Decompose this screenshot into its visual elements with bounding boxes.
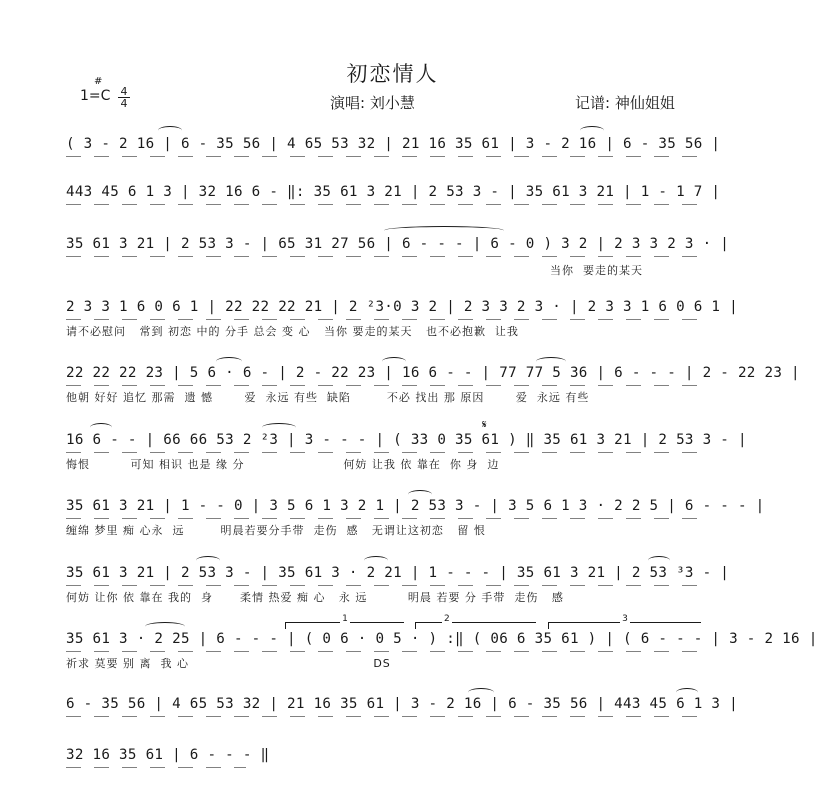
score-line-6: 16 6 - - | 66 66 53 2 ²3 | 3 - - - | ( 33 0 35 61 ) ‖ 35 61 3 21 | 2 53 3 - | (66, 432, 747, 448)
score-line-9: 35 61 3 · 2 25 | 6 - - - | ( 0 6 · 0 5 · ) :‖ ( 06 6 35 61 ) | ( 6 - - - | 3 - 2 16 | (66, 631, 818, 647)
score-line-5: 22 22 22 23 | 5 6 · 6 - | 2 - 22 23 | 16 6 - - | 77 77 5 36 | 6 - - - | 2 - 22 23 | (66, 365, 800, 381)
transcriber-credit: 记谱: 神仙姐姐 (575, 94, 675, 112)
score-line-1: ( 3 - 2 16 | 6 - 35 56 | 4 65 53 32 | 21 16 35 61 | 3 - 2 16 | 6 - 35 56 | (66, 136, 721, 152)
meter-bottom: 4 (120, 97, 128, 110)
lyric-line-6: 悔恨 可知 相识 也是 缘 分 何妨 让我 依 靠在 你 身 边 (66, 458, 500, 471)
score-line-3: 35 61 3 21 | 2 53 3 - | 65 31 27 56 | 6 - - - | 6 - 0 ) 3 2 | 2 3 3 2 3 · | (66, 236, 730, 252)
song-title: 初恋情人 (346, 62, 439, 86)
lyric-line-4: 请不必慰问 常到 初恋 中的 分手 总会 变 心 当你 要走的某天 也不必抱歉 让我 (66, 325, 519, 338)
key-signature (80, 76, 111, 104)
time-signature (118, 86, 130, 109)
lyric-line-9: 祈求 莫要 别 离 我 心 DS (66, 657, 391, 670)
lyric-line-5: 他朝 好好 追忆 那需 遗 憾 爱 永远 有些 缺陷 不必 找出 那 原因 爱 永远 有些 (66, 391, 590, 404)
singer-credit: 演唱: 刘小慧 (330, 94, 415, 112)
lyric-line-3: 当你 要走的某天 (550, 264, 643, 277)
key-sharp: # (94, 76, 103, 87)
score-line-4: 2 3 3 1 6 0 6 1 | 22 22 22 21 | 2 ²3·0 3 2 | 2 3 3 2 3 · | 2 3 3 1 6 0 6 1 | (66, 299, 738, 315)
score-line-7: 35 61 3 21 | 1 - - 0 | 3 5 6 1 3 2 1 | 2 53 3 - | 3 5 6 1 3 · 2 2 5 | 6 - - - | (66, 498, 765, 514)
volta-3: 3 (548, 622, 701, 629)
score-line-8: 35 61 3 21 | 2 53 3 - | 35 61 3 · 2 21 | 1 - - - | 35 61 3 21 | 2 53 ³3 - | (66, 565, 730, 581)
lyric-line-7: 缠绵 梦里 痴 心永 远 明晨若要分手带 走伤 感 无谓让这初恋 留 恨 (66, 524, 486, 537)
volta-2: 2 (415, 622, 536, 629)
lyric-line-8: 何妨 让你 依 靠在 我的 身 柔情 热爱 痴 心 永 远 明晨 若要 分 手带 走伤 感 (66, 591, 564, 604)
volta-1: 1 (285, 622, 404, 629)
meter-top: 4 (120, 85, 128, 98)
score-line-2: 443 45 6 1 3 | 32 16 6 - ‖: 35 61 3 21 | 2 53 3 - | 35 61 3 21 | 1 - 1 7 | (66, 184, 721, 200)
volta-marker-segno: 𝄋 (482, 418, 487, 431)
score-line-11: 32 16 35 61 | 6 - - - ‖ (66, 747, 270, 763)
key-label: 1=C (80, 88, 111, 104)
score-line-10: 6 - 35 56 | 4 65 53 32 | 21 16 35 61 | 3 - 2 16 | 6 - 35 56 | 443 45 6 1 3 | (66, 696, 738, 712)
